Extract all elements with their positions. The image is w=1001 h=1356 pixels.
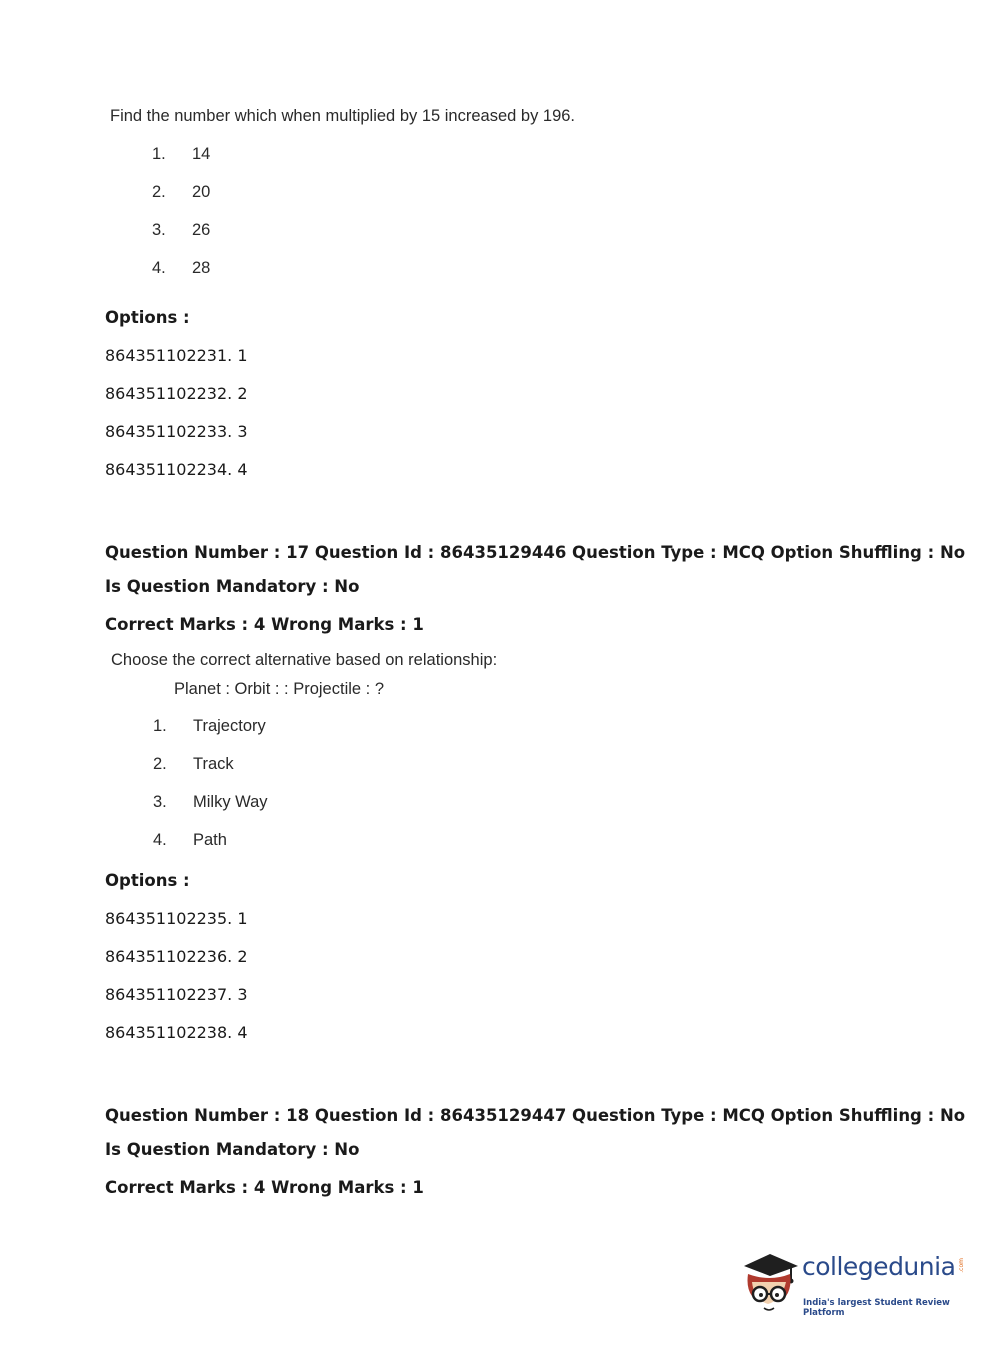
option-id: 864351102237. 3 [105,985,248,1004]
answer-number: 4. [153,831,167,849]
question-17-mandatory: Is Question Mandatory : No [105,577,360,596]
answer-item [152,145,352,165]
option-id: 864351102232. 2 [105,384,248,403]
question-17-analogy: Planet : Orbit : : Projectile : ? [174,680,385,698]
options-label: Options : [105,308,190,327]
question-18-header: Question Number : 18 Question Id : 86435129447 Question Type : MCQ Option Shuffling : No [105,1106,966,1125]
answer-value: 28 [192,259,211,277]
logo-wordmark: collegedunia [802,1252,956,1281]
mascot-graduate-icon [740,1248,802,1318]
answer-number: 2. [152,183,166,201]
option-id: 864351102231. 1 [105,346,248,365]
question-18-marks: Correct Marks : 4 Wrong Marks : 1 [105,1178,424,1197]
question-16-text: Find the number which when multiplied by 15 increased by 196. [110,107,576,125]
answer-number: 1. [153,717,167,735]
option-id: 864351102233. 3 [105,422,248,441]
answer-value: 26 [192,221,211,239]
answer-number: 2. [153,755,167,773]
option-id: 864351102234. 4 [105,460,248,479]
answer-value: Trajectory [193,717,266,735]
answer-number: 3. [152,221,166,239]
answer-item [153,831,403,851]
option-id: 864351102238. 4 [105,1023,248,1042]
answer-item [152,183,352,203]
answer-item [152,221,352,241]
option-id: 864351102236. 2 [105,947,248,966]
logo-suffix: .com [958,1258,965,1273]
answer-value: Track [193,755,234,773]
question-17-header: Question Number : 17 Question Id : 86435129446 Question Type : MCQ Option Shuffling : No [105,543,966,562]
answer-value: Path [193,831,227,849]
option-id: 864351102235. 1 [105,909,248,928]
answer-item [153,755,403,775]
logo-tagline: India's largest Student Review Platform [803,1298,950,1318]
answer-number: 4. [152,259,166,277]
answer-value: 20 [192,183,211,201]
answer-item [153,717,403,737]
question-17-text: Choose the correct alternative based on relationship: [111,651,498,669]
question-18-mandatory: Is Question Mandatory : No [105,1140,360,1159]
answer-item [153,793,403,813]
answer-item [152,259,352,279]
question-17-marks: Correct Marks : 4 Wrong Marks : 1 [105,615,424,634]
options-label: Options : [105,871,190,890]
collegedunia-logo [740,1248,970,1318]
answer-value: 14 [192,145,211,163]
answer-value: Milky Way [193,793,268,811]
answer-number: 1. [152,145,166,163]
answer-number: 3. [153,793,167,811]
